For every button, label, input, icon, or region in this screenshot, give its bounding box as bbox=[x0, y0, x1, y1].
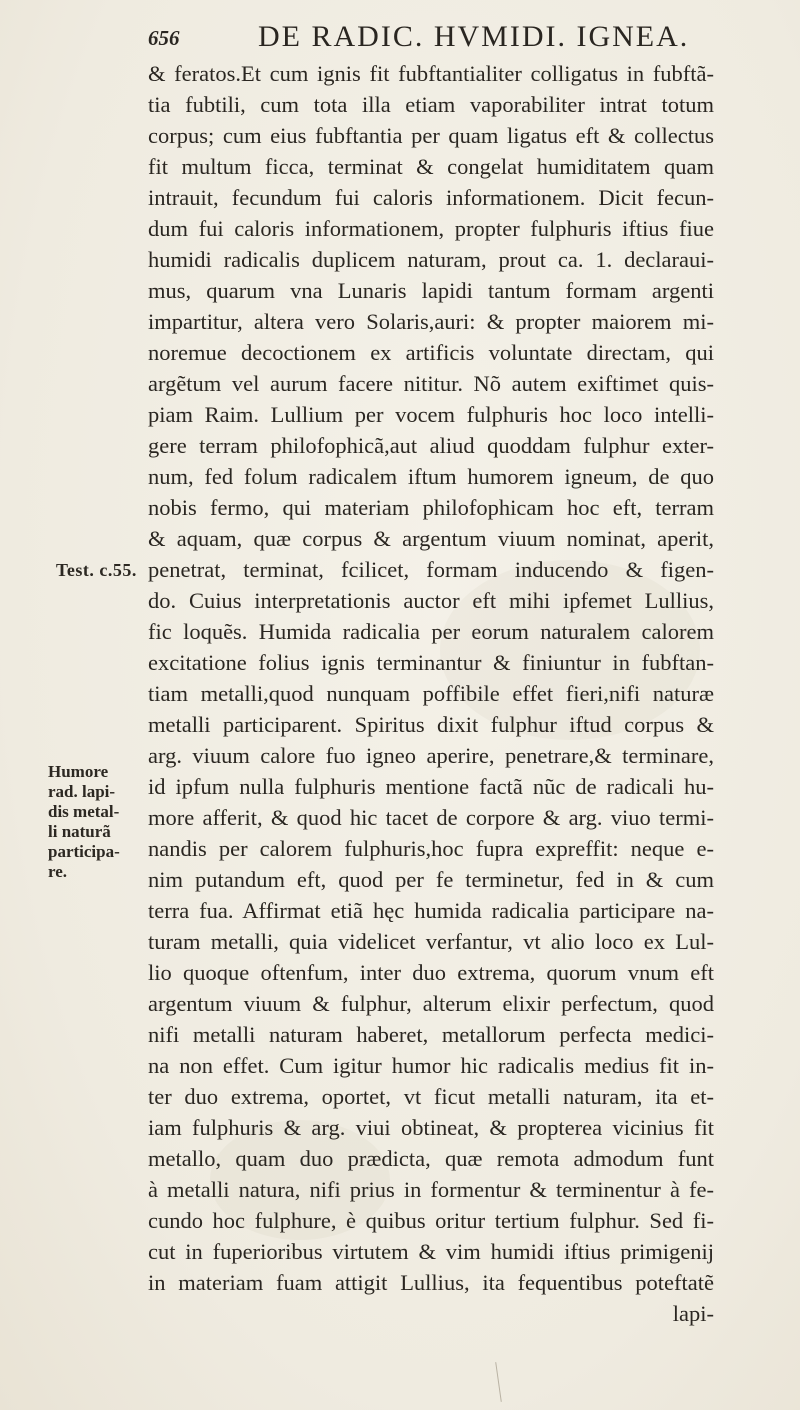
margin-note-line: Humore bbox=[48, 762, 109, 781]
text-line: ter duo extrema, oportet, vt ficut metalli naturam, ita et- bbox=[148, 1084, 714, 1109]
margin-note-line: rad. lapi- bbox=[48, 782, 116, 801]
text-line: do. Cuius interpretationis auctor eft mihi ipfemet Lullius, bbox=[148, 588, 714, 613]
text-line: fic loquẽs. Humida radicalia per eorum naturalem calorem bbox=[148, 619, 714, 644]
running-head bbox=[148, 20, 708, 54]
margin-note-summary bbox=[48, 762, 148, 882]
margin-note-line: participa- bbox=[48, 842, 120, 861]
text-line: fit multum ficca, terminat & congelat humiditatem quam bbox=[148, 154, 714, 179]
text-line: in materiam fuam attigit Lullius, ita fequentibus poteftatẽ bbox=[148, 1270, 714, 1295]
margin-note-line: dis metal- bbox=[48, 802, 120, 821]
margin-note-reference: Test. c.55. bbox=[56, 560, 137, 580]
text-line: impartitur, altera vero Solaris,auri: & propter maiorem mi- bbox=[148, 309, 714, 334]
text-line: intrauit, fecundum fui caloris informationem. Dicit fecun- bbox=[148, 185, 714, 210]
text-line: piam Raim. Lullium per vocem fulphuris hoc loco intelli- bbox=[148, 402, 714, 427]
catchword: lapi- bbox=[672, 1301, 714, 1326]
text-line: arg. viuum calore fuo igneo aperire, penetrare,& terminare, bbox=[148, 743, 714, 768]
text-line: metallo, quam duo prædicta, quæ remota admodum funt bbox=[148, 1146, 714, 1171]
text-line: mus, quarum vna Lunaris lapidi tantum formam argenti bbox=[148, 278, 714, 303]
text-line: terra fua. Affirmat etiã hęc humida radicalia participare na- bbox=[148, 898, 714, 923]
margin-note-line: li naturã bbox=[48, 822, 111, 841]
text-line: noremue decoctionem ex artificis voluntate directam, qui bbox=[148, 340, 714, 365]
text-line: excitatione folius ignis terminantur & finiuntur in fubftan- bbox=[148, 650, 714, 675]
text-line: more afferit, & quod hic tacet de corpore & arg. viuo termi- bbox=[148, 805, 714, 830]
text-line: argentum viuum & fulphur, alterum elixir perfectum, quod bbox=[148, 991, 714, 1016]
text-line: tia fubtili, cum tota illa etiam vaporabiliter intrat totum bbox=[148, 92, 714, 117]
text-line: dum fui caloris informationem, propter fulphuris iftius fiue bbox=[148, 216, 714, 241]
text-line: turam metalli, quia videlicet verfantur, vt alio loco ex Lul- bbox=[148, 929, 714, 954]
text-line: penetrat, terminat, fcilicet, formam inducendo & figen- bbox=[148, 557, 714, 582]
text-line: nandis per calorem fulphuris,hoc fupra expreffit: neque e- bbox=[148, 836, 714, 861]
text-line: iam fulphuris & arg. viui obtineat, & propterea vicinius fit bbox=[148, 1115, 714, 1140]
text-line: à metalli natura, nifi prius in formentur & terminentur à fe- bbox=[148, 1177, 714, 1202]
text-line: cut in fuperioribus virtutem & vim humidi iftius primigenij bbox=[148, 1239, 714, 1264]
text-line: num, fed folum radicalem iftum humorem igneum, de quo bbox=[148, 464, 714, 489]
text-line: humidi radicalis duplicem naturam, prout ca. 1. declaraui- bbox=[148, 247, 714, 272]
text-line: tiam metalli,quod nunquam poffibile effet fieri,nifi naturæ bbox=[148, 681, 714, 706]
text-line: id ipfum nulla fulphuris mentione factã nũc de radicali hu- bbox=[148, 774, 714, 799]
text-line: nim putandum eft, quod per fe terminetur, fed in & cum bbox=[148, 867, 714, 892]
running-title: DE RADIC. HVMIDI. IGNEA. bbox=[258, 20, 690, 53]
text-line: metalli participarent. Spiritus dixit fulphur iftud corpus & bbox=[148, 712, 714, 737]
text-line: na non effet. Cum igitur humor hic radicalis medius fit in- bbox=[148, 1053, 714, 1078]
text-line: lio quoque oftenfum, inter duo extrema, quorum vnum eft bbox=[148, 960, 714, 985]
margin-note-line: re. bbox=[48, 862, 68, 881]
text-line: cundo hoc fulphure, è quibus oritur tertium fulphur. Sed fi- bbox=[148, 1208, 714, 1233]
text-line: nobis fermo, qui materiam philofophicam hoc eft, terram bbox=[148, 495, 714, 520]
text-line: gere terram philofophicã,aut aliud quoddam fulphur exter- bbox=[148, 433, 714, 458]
page-number: 656 bbox=[148, 26, 180, 50]
text-line: nifi metalli naturam haberet, metallorum perfecta medici- bbox=[148, 1022, 714, 1047]
text-line: corpus; cum eius fubftantia per quam ligatus eft & collectus bbox=[148, 123, 714, 148]
text-line: & feratos.Et cum ignis fit fubftantialiter colligatus in fubftã- bbox=[148, 61, 714, 86]
text-line: argẽtum vel aurum facere nititur. Nõ autem exiftimet quis- bbox=[148, 371, 714, 396]
text-line: & aquam, quæ corpus & argentum viuum nominat, aperit, bbox=[148, 526, 714, 551]
main-text-block bbox=[148, 58, 714, 1329]
paper-crease bbox=[495, 1362, 502, 1402]
